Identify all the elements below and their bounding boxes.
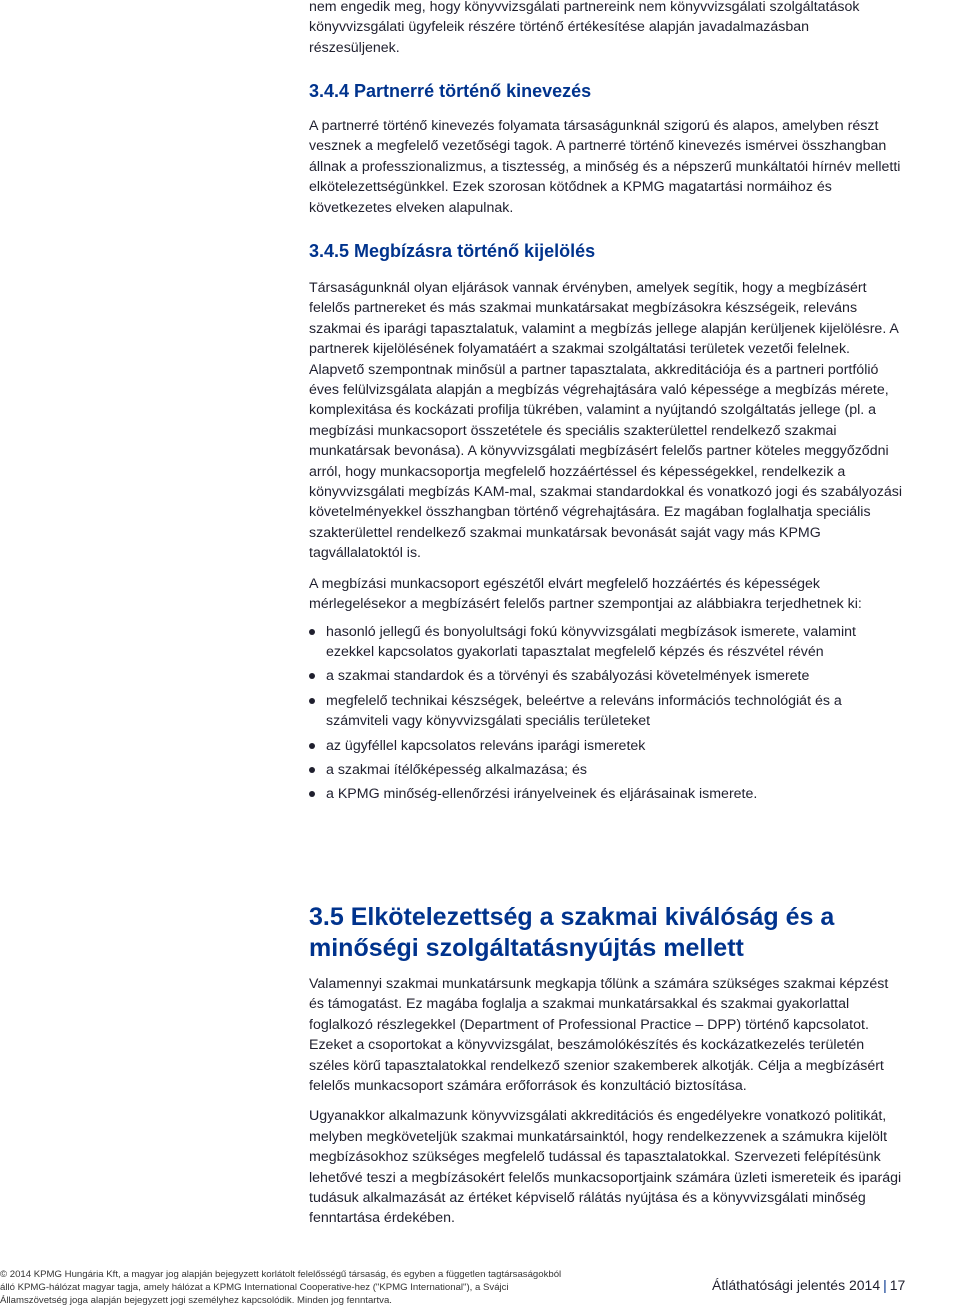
criteria-list — [309, 622, 903, 805]
bullet-icon — [309, 791, 315, 797]
section-heading: 3.5 Elkötelezettség a szakmai kiválóság és a minőségi szolgáltatásnyújtás mellett — [309, 903, 835, 962]
bullet-icon — [309, 767, 315, 773]
section-paragraph: Valamennyi szakmai munkatársunk megkapja tőlünk a számára szükséges szakmai képzést és támogatást. Ez magába foglalja a szakmai munkatársakkal és szakmai gyakorlattal foglalkozó részlegekkel (Department of Professional Practice – DPP) történő kapcsolatot. Ezeket a csoportokat a könyvvizsgálat, beszámolókészítés és kockázatkezelés területén széles körű tapasztalatokkal rendelkező szenior szakemberek alkotják. Célja a megbízásért felelős munkacsoport számára erőforrások és konzultáció biztosítása. — [309, 976, 889, 1095]
list-item — [309, 666, 903, 686]
footer-separator: | — [883, 1277, 887, 1293]
list-item — [309, 784, 903, 804]
list-item — [309, 736, 903, 756]
section-heading: 3.4.4 Partnerré történő kinevezés — [309, 81, 592, 101]
section-paragraph: Ugyanakkor alkalmazunk könyvvizsgálati akkreditációs és engedélyekre vonatkozó politikát, melyben megköveteljük szakmai munkatársainktól, hogy rendelkezzenek a számukra kijelölt megbízásokhoz szükséges megfelelő tudással és tapasztalatokkal. Szervezeti felépítésünk lehetővé teszi a megbízásokért felelős munkacsoportjaink számára üzleti ismereteik és iparági tudásuk alkalmazását az értéket képviselő rálátás nyújtása és a könyvvizsgálati minőség fenntartása érdekében. — [309, 1108, 902, 1227]
list-item — [309, 691, 903, 732]
copyright-line: © 2014 KPMG Hungária Kft, a magyar jog alapján bejegyzett korlátolt felelősségű társaság, és egyben a független tagtársaságokból — [0, 1269, 562, 1280]
section-paragraph: A megbízási munkacsoport egészétől elvárt megfelelő hozzáértés és képességek mérlegelésekor a megbízásért felelős partner szempontjai az alábbiakra terjedhetnek ki: — [309, 575, 862, 613]
page-number: 17 — [889, 1277, 906, 1293]
section-3-4-4 — [309, 80, 903, 218]
list-item-text: hasonló jellegű és bonyolultsági fokú könyvvizsgálati megbízások ismerete, valamint ezekkel kapcsolatos gyakorlati tapasztalat megfelelő képzés és részvétel révén — [326, 623, 856, 660]
section-paragraph: Társaságunknál olyan eljárások vannak érvényben, amelyek segítik, hogy a megbízásért felelős partnereket és más szakmai munkatársakat megbízásokra készségeik, releváns szakmai és iparági tapasztalatuk, valamint a megbízás jellege alapján kerüljenek kijelölésre. A partnerek kijelölésének folyamatáért a szakmai szolgáltatási területek vezetői felelnek. Alapvető szempontnak minősül a partner tapasztalata, akkreditációja és a partneri portfólió éves felülvizsgálata alapján a megbízás végrehajtására való képessége a megbízás mérete, komplexitása és kockázati profilja tükrében, valamint a nyújtandó szolgáltatás jellege (pl. a megbízási munkacsoport összetétele és speciális szakterülettel rendelkező szakmai munkatársak bevonása). A könyvvizsgálati megbízásért felelős partner köteles meggyőződni arról, hogy munkacsoportja megfelelő hozzáértéssel és képességekkel, rendelkezik a könyvvizsgálati megbízás KAM-mal, szakmai standardokkal és vonatkozó jogi és szabályozási követelményekkel összhangban történő végrehajtására. Ez magában foglalhatja speciális szakterülettel rendelkező szakmai munkatársak bevonását saját vagy más KPMG tagvállalatoktól is. — [309, 280, 902, 562]
list-item — [309, 760, 903, 780]
list-item-text: a KPMG minőség-ellenőrzési irányelveinek és eljárásainak ismerete. — [326, 786, 758, 803]
section-heading: 3.4.5 Megbízásra történő kijelölés — [309, 241, 596, 261]
bullet-icon — [309, 629, 315, 635]
report-title: Átláthatósági jelentés 2014 — [712, 1277, 881, 1293]
intro-text: nem engedik meg, hogy könyvvizsgálati partnereink nem könyvvizsgálati szolgáltatások könyvvizsgálati ügyfeleik részére történő értékesítése alapján javadalmazásban részesüljenek. — [309, 0, 860, 56]
list-item-text: az ügyféllel kapcsolatos releváns iparági ismeretek — [326, 737, 646, 754]
list-item-text: a szakmai ítélőképesség alkalmazása; és — [326, 761, 588, 778]
copyright-line: álló KPMG-hálózat magyar tagja, amely hálózat a KPMG International Cooperative-hez ("KPMG International"), a Svájci — [0, 1282, 509, 1293]
section-3-5 — [309, 902, 903, 1229]
list-item-text: megfelelő technikai készségek, beleértve a releváns információs technológiát és a számviteli vagy könyvvizsgálati speciális területeket — [326, 692, 842, 730]
intro-paragraph — [309, 0, 903, 58]
section-3-4-5 — [309, 240, 903, 809]
footer-page-info — [712, 1277, 905, 1293]
bullet-icon — [309, 673, 315, 679]
list-item-text: a szakmai standardok és a törvényi és szabályozási követelmények ismerete — [326, 668, 810, 685]
list-item — [309, 622, 903, 663]
bullet-icon — [309, 743, 315, 749]
copyright-line: Államszövetség joga alapján bejegyzett jogi személyhez kapcsolódik. Minden jog fenntartva. — [0, 1295, 392, 1306]
bullet-icon — [309, 698, 315, 704]
footer-copyright — [0, 1268, 610, 1307]
section-paragraph: A partnerré történő kinevezés folyamata társaságunknál szigorú és alapos, amelyben részt vesznek a megfelelő vezetőségi tagok. A partnerré történő kinevezés ismérvei összhangban állnak a professzionalizmus, a tisztesség, a minőség és a népszerű munkáltatói hírnév melletti elkötelezettségünkkel. Ezek szorosan kötődnek a KPMG magatartási normáihoz és következetes elveken alapulnak. — [309, 118, 901, 216]
